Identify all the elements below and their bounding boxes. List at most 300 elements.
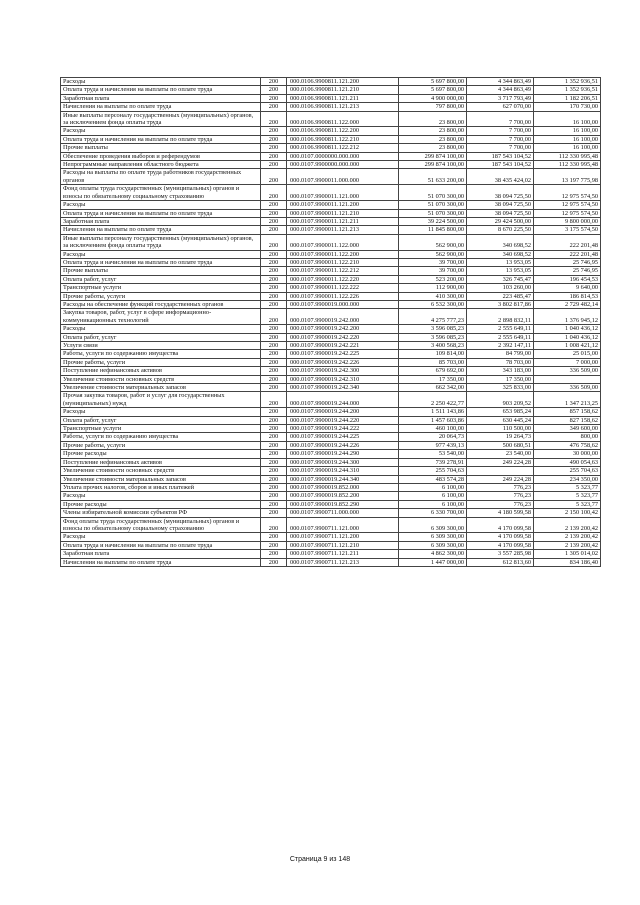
row-name: Фонд оплаты труда государственных (муниципальных) органов и взносы по обязательному социальному страхованию [61, 185, 261, 201]
row-executed: 2 555 649,11 [467, 325, 534, 333]
table-row [61, 550, 601, 558]
row-code: 200 [261, 458, 287, 466]
table-row [61, 325, 601, 333]
row-approved: 39 700,00 [399, 267, 467, 275]
row-approved: 3 400 568,23 [399, 342, 467, 350]
row-remaining: 1 040 436,12 [534, 325, 601, 333]
table-row [61, 375, 601, 383]
row-remaining: 186 814,53 [534, 292, 601, 300]
table-row [61, 533, 601, 541]
row-executed: 17 350,00 [467, 375, 534, 383]
row-name: Работы, услуги по содержанию имущества [61, 350, 261, 358]
row-executed: 653 985,24 [467, 408, 534, 416]
row-name: Начисления на выплаты по оплате труда [61, 558, 261, 566]
row-kbk: 000.0107.9900019.242.200 [287, 325, 399, 333]
row-approved: 20 064,73 [399, 433, 467, 441]
page-footer: Страница 9 из 148 [289, 856, 351, 863]
row-remaining: 2 139 200,42 [534, 541, 601, 549]
table-row [61, 292, 601, 300]
row-name: Прочие работы, услуги [61, 292, 261, 300]
row-approved: 23 800,00 [399, 111, 467, 127]
row-code: 200 [261, 500, 287, 508]
row-remaining: 336 509,00 [534, 367, 601, 375]
row-code: 200 [261, 416, 287, 424]
table-row [61, 492, 601, 500]
row-approved: 51 070 300,00 [399, 209, 467, 217]
table-row [61, 78, 601, 86]
table-row [61, 185, 601, 201]
row-remaining: 30 000,00 [534, 450, 601, 458]
row-code: 200 [261, 509, 287, 517]
row-approved: 6 309 300,00 [399, 533, 467, 541]
row-executed: 38 094 725,50 [467, 201, 534, 209]
row-approved: 797 800,00 [399, 103, 467, 111]
table-row [61, 408, 601, 416]
row-code: 200 [261, 467, 287, 475]
row-code: 200 [261, 300, 287, 308]
row-approved: 4 862 300,00 [399, 550, 467, 558]
row-code: 200 [261, 333, 287, 341]
row-code: 200 [261, 275, 287, 283]
row-name: Заработная плата [61, 217, 261, 225]
row-approved: 6 100,00 [399, 500, 467, 508]
table-row [61, 392, 601, 408]
row-code: 200 [261, 450, 287, 458]
row-kbk: 000.0107.9900019.242.226 [287, 358, 399, 366]
row-name: Заработная плата [61, 550, 261, 558]
row-kbk: 000.0106.9900811.122.000 [287, 111, 399, 127]
table-row [61, 234, 601, 250]
table-row [61, 217, 601, 225]
row-remaining: 13 197 775,98 [534, 169, 601, 185]
row-executed: 776,23 [467, 492, 534, 500]
row-remaining: 2 729 482,14 [534, 300, 601, 308]
row-executed: 38 435 424,02 [467, 169, 534, 185]
row-approved: 23 800,00 [399, 127, 467, 135]
row-name: Члены избирательной комиссии субъектов РФ [61, 509, 261, 517]
row-executed: 13 953,05 [467, 258, 534, 266]
row-approved: 39 224 500,00 [399, 217, 467, 225]
row-kbk: 000.0107.9900711.000.000 [287, 509, 399, 517]
row-approved: 51 070 300,00 [399, 201, 467, 209]
row-approved: 1 511 143,86 [399, 408, 467, 416]
table-row [61, 267, 601, 275]
row-remaining: 5 323,77 [534, 500, 601, 508]
row-code: 200 [261, 309, 287, 325]
row-approved: 562 900,00 [399, 234, 467, 250]
row-kbk: 000.0107.9900019.244.200 [287, 408, 399, 416]
row-approved: 662 342,00 [399, 384, 467, 392]
row-code: 200 [261, 425, 287, 433]
row-kbk: 000.0107.9900011.122.212 [287, 267, 399, 275]
row-executed: 29 424 500,00 [467, 217, 534, 225]
row-kbk: 000.0107.9900711.121.200 [287, 533, 399, 541]
row-code: 200 [261, 533, 287, 541]
row-remaining: 12 975 574,50 [534, 201, 601, 209]
row-name: Оплата труда и начисления на выплаты по оплате труда [61, 86, 261, 94]
table-row [61, 300, 601, 308]
row-kbk: 000.0107.9900019.242.000 [287, 309, 399, 325]
row-remaining: 1 376 945,12 [534, 309, 601, 325]
row-name: Расходы [61, 78, 261, 86]
row-code: 200 [261, 558, 287, 566]
row-kbk: 000.0107.9900011.122.000 [287, 234, 399, 250]
row-approved: 299 874 100,00 [399, 161, 467, 169]
row-name: Начисления на выплаты по оплате труда [61, 226, 261, 234]
row-name: Расходы [61, 533, 261, 541]
row-name: Расходы [61, 408, 261, 416]
table-row [61, 144, 601, 152]
row-approved: 1 457 603,86 [399, 416, 467, 424]
table-row [61, 509, 601, 517]
row-approved: 109 814,00 [399, 350, 467, 358]
row-executed: 7 700,00 [467, 144, 534, 152]
row-executed: 2 555 649,11 [467, 333, 534, 341]
row-code: 200 [261, 78, 287, 86]
row-approved: 5 697 800,00 [399, 86, 467, 94]
row-name: Работы, услуги по содержанию имущества [61, 433, 261, 441]
row-name: Поступление нефинансовых активов [61, 458, 261, 466]
table-row [61, 201, 601, 209]
row-executed: 249 224,28 [467, 475, 534, 483]
row-kbk: 000.0107.9900019.244.290 [287, 450, 399, 458]
row-executed: 500 680,51 [467, 441, 534, 449]
row-name: Оплата труда и начисления на выплаты по оплате труда [61, 541, 261, 549]
row-name: Уплата прочих налогов, сборов и иных платежей [61, 483, 261, 491]
row-name: Увеличение стоимости основных средств [61, 467, 261, 475]
row-name: Прочие выплаты [61, 267, 261, 275]
row-executed: 2 392 147,11 [467, 342, 534, 350]
row-kbk: 000.0106.9900811.122.212 [287, 144, 399, 152]
row-code: 200 [261, 367, 287, 375]
row-code: 200 [261, 475, 287, 483]
row-approved: 299 874 100,00 [399, 152, 467, 160]
table-row [61, 558, 601, 566]
row-remaining [534, 375, 601, 383]
row-executed: 78 703,00 [467, 358, 534, 366]
row-code: 200 [261, 169, 287, 185]
row-approved: 255 704,63 [399, 467, 467, 475]
row-code: 200 [261, 517, 287, 533]
row-name: Прочие расходы [61, 450, 261, 458]
table-row [61, 258, 601, 266]
row-remaining: 9 640,00 [534, 284, 601, 292]
row-remaining: 16 100,00 [534, 127, 601, 135]
row-remaining: 25 015,00 [534, 350, 601, 358]
row-kbk: 000.0107.9900019.852.200 [287, 492, 399, 500]
table-row [61, 458, 601, 466]
row-remaining: 3 175 574,50 [534, 226, 601, 234]
row-remaining: 196 454,53 [534, 275, 601, 283]
row-code: 200 [261, 226, 287, 234]
row-remaining: 2 139 200,42 [534, 533, 601, 541]
row-name: Оплата труда и начисления на выплаты по оплате труда [61, 135, 261, 143]
row-kbk: 000.0107.9900000.000.000 [287, 161, 399, 169]
row-approved: 39 700,00 [399, 258, 467, 266]
table-row [61, 309, 601, 325]
row-name: Закупка товаров, работ, услуг в сфере информационно-коммуникационных технологий [61, 309, 261, 325]
row-remaining: 1 008 421,12 [534, 342, 601, 350]
table-row [61, 169, 601, 185]
row-executed: 223 485,47 [467, 292, 534, 300]
row-kbk: 000.0107.9900019.244.222 [287, 425, 399, 433]
row-kbk: 000.0107.9900011.121.200 [287, 201, 399, 209]
row-name: Прочие выплаты [61, 144, 261, 152]
row-approved: 2 250 422,77 [399, 392, 467, 408]
row-remaining: 255 704,63 [534, 467, 601, 475]
table-row [61, 94, 601, 102]
row-kbk: 000.0107.9900011.122.226 [287, 292, 399, 300]
row-executed: 343 183,00 [467, 367, 534, 375]
row-code: 200 [261, 408, 287, 416]
row-code: 200 [261, 234, 287, 250]
row-remaining: 1 352 936,51 [534, 78, 601, 86]
row-code: 200 [261, 94, 287, 102]
budget-execution-table [60, 77, 601, 567]
row-approved: 4 900 000,00 [399, 94, 467, 102]
row-executed: 7 700,00 [467, 135, 534, 143]
row-approved: 5 697 800,00 [399, 78, 467, 86]
row-remaining: 5 323,77 [534, 483, 601, 491]
row-kbk: 000.0107.9900019.244.340 [287, 475, 399, 483]
table-row [61, 333, 601, 341]
row-code: 200 [261, 342, 287, 350]
row-name: Прочие работы, услуги [61, 441, 261, 449]
row-code: 200 [261, 292, 287, 300]
table-row [61, 350, 601, 358]
row-kbk: 000.0107.9900011.121.211 [287, 217, 399, 225]
row-executed: 627 070,00 [467, 103, 534, 111]
row-kbk: 000.0107.9900019.242.225 [287, 350, 399, 358]
row-executed: 776,23 [467, 500, 534, 508]
row-executed: 4 344 863,49 [467, 78, 534, 86]
row-kbk: 000.0107.9900019.852.000 [287, 483, 399, 491]
row-approved: 53 540,00 [399, 450, 467, 458]
row-kbk: 000.0106.9900811.121.211 [287, 94, 399, 102]
row-code: 200 [261, 201, 287, 209]
row-name: Заработная плата [61, 94, 261, 102]
table-row [61, 541, 601, 549]
row-code: 200 [261, 433, 287, 441]
row-approved: 6 330 700,00 [399, 509, 467, 517]
table-row [61, 152, 601, 160]
row-approved: 6 532 300,00 [399, 300, 467, 308]
row-name: Оплата работ, услуг [61, 333, 261, 341]
row-code: 200 [261, 185, 287, 201]
row-approved: 51 633 200,00 [399, 169, 467, 185]
table-row [61, 250, 601, 258]
table-row [61, 441, 601, 449]
row-code: 200 [261, 152, 287, 160]
row-remaining: 25 746,95 [534, 258, 601, 266]
row-executed: 7 700,00 [467, 127, 534, 135]
row-remaining: 800,00 [534, 433, 601, 441]
row-remaining: 16 100,00 [534, 111, 601, 127]
row-approved: 410 300,00 [399, 292, 467, 300]
row-approved: 3 596 085,23 [399, 325, 467, 333]
row-executed [467, 467, 534, 475]
row-name: Прочие работы, услуги [61, 358, 261, 366]
row-code: 200 [261, 267, 287, 275]
row-name: Расходы [61, 492, 261, 500]
row-kbk: 000.0107.9900019.242.221 [287, 342, 399, 350]
row-executed: 3 717 793,49 [467, 94, 534, 102]
row-remaining: 16 100,00 [534, 144, 601, 152]
row-executed: 4 170 099,58 [467, 517, 534, 533]
row-approved: 739 278,91 [399, 458, 467, 466]
row-kbk: 000.0107.9900019.244.000 [287, 392, 399, 408]
row-remaining: 112 330 995,48 [534, 152, 601, 160]
table-row [61, 384, 601, 392]
row-kbk: 000.0107.9900011.122.200 [287, 250, 399, 258]
table-row [61, 161, 601, 169]
row-approved: 6 100,00 [399, 483, 467, 491]
row-executed: 903 209,52 [467, 392, 534, 408]
row-code: 200 [261, 541, 287, 549]
row-name: Иные выплаты персоналу государственных (муниципальных) органов, за исключением фонда оплаты труда [61, 111, 261, 127]
table-row [61, 111, 601, 127]
row-name: Оплата работ, услуг [61, 416, 261, 424]
row-code: 200 [261, 375, 287, 383]
row-code: 200 [261, 441, 287, 449]
row-kbk: 000.0107.9900019.242.310 [287, 375, 399, 383]
row-remaining: 5 323,77 [534, 492, 601, 500]
row-executed: 7 700,00 [467, 111, 534, 127]
row-remaining: 857 158,62 [534, 408, 601, 416]
row-remaining: 1 305 014,02 [534, 550, 601, 558]
row-remaining: 476 758,62 [534, 441, 601, 449]
row-name: Обеспечение проведения выборов и референдумов [61, 152, 261, 160]
table-row [61, 367, 601, 375]
row-name: Поступление нефинансовых активов [61, 367, 261, 375]
row-code: 200 [261, 144, 287, 152]
row-kbk: 000.0107.9900019.242.300 [287, 367, 399, 375]
row-name: Увеличение стоимости основных средств [61, 375, 261, 383]
row-name: Расходы [61, 201, 261, 209]
row-remaining: 222 201,48 [534, 234, 601, 250]
row-kbk: 000.0107.9900019.000.000 [287, 300, 399, 308]
row-remaining: 12 975 574,50 [534, 185, 601, 201]
row-remaining: 490 054,63 [534, 458, 601, 466]
row-kbk: 000.0106.9900811.121.200 [287, 78, 399, 86]
row-code: 200 [261, 350, 287, 358]
row-executed: 612 813,60 [467, 558, 534, 566]
row-executed: 4 170 099,58 [467, 541, 534, 549]
table-row [61, 425, 601, 433]
table-row [61, 416, 601, 424]
row-code: 200 [261, 209, 287, 217]
row-code: 200 [261, 103, 287, 111]
row-code: 200 [261, 384, 287, 392]
table-row [61, 86, 601, 94]
row-name: Увеличение стоимости материальных запасов [61, 475, 261, 483]
row-executed: 4 344 863,49 [467, 86, 534, 94]
row-name: Непрограммные направления областного бюджета [61, 161, 261, 169]
row-remaining: 170 730,00 [534, 103, 601, 111]
row-kbk: 000.0107.9900711.121.213 [287, 558, 399, 566]
table-row [61, 342, 601, 350]
row-kbk: 000.0106.9900811.122.210 [287, 135, 399, 143]
row-approved: 6 309 300,00 [399, 541, 467, 549]
row-name: Расходы [61, 250, 261, 258]
row-name: Расходы [61, 325, 261, 333]
table-row [61, 209, 601, 217]
row-code: 200 [261, 111, 287, 127]
row-executed: 187 543 104,52 [467, 161, 534, 169]
row-approved: 51 070 300,00 [399, 185, 467, 201]
row-executed: 38 094 725,50 [467, 209, 534, 217]
row-remaining: 25 746,95 [534, 267, 601, 275]
row-remaining: 2 150 100,42 [534, 509, 601, 517]
row-approved: 85 703,00 [399, 358, 467, 366]
row-kbk: 000.0107.9900011.121.210 [287, 209, 399, 217]
row-kbk: 000.0107.9900011.122.210 [287, 258, 399, 266]
row-executed: 325 833,00 [467, 384, 534, 392]
row-remaining: 349 600,00 [534, 425, 601, 433]
row-code: 200 [261, 358, 287, 366]
row-kbk: 000.0107.9900019.244.225 [287, 433, 399, 441]
row-approved: 460 100,00 [399, 425, 467, 433]
row-executed: 2 898 832,11 [467, 309, 534, 325]
row-approved: 112 900,00 [399, 284, 467, 292]
row-name: Транспортные услуги [61, 284, 261, 292]
table-row [61, 483, 601, 491]
row-remaining: 336 509,00 [534, 384, 601, 392]
row-approved: 3 596 085,23 [399, 333, 467, 341]
row-executed: 4 180 599,58 [467, 509, 534, 517]
row-approved: 523 200,00 [399, 275, 467, 283]
table-row [61, 226, 601, 234]
row-executed: 38 094 725,50 [467, 185, 534, 201]
table-row [61, 433, 601, 441]
row-executed: 3 557 285,98 [467, 550, 534, 558]
row-kbk: 000.0106.9900811.122.200 [287, 127, 399, 135]
row-kbk: 000.0107.0000000.000.000 [287, 152, 399, 160]
row-code: 200 [261, 86, 287, 94]
row-remaining: 1 352 936,51 [534, 86, 601, 94]
table-row [61, 135, 601, 143]
row-kbk: 000.0107.9900011.000.000 [287, 169, 399, 185]
row-executed: 187 543 104,52 [467, 152, 534, 160]
row-approved: 11 845 800,00 [399, 226, 467, 234]
row-remaining: 9 800 000,00 [534, 217, 601, 225]
row-executed: 4 170 099,58 [467, 533, 534, 541]
row-remaining: 834 186,40 [534, 558, 601, 566]
row-code: 200 [261, 250, 287, 258]
row-code: 200 [261, 492, 287, 500]
row-code: 200 [261, 550, 287, 558]
row-code: 200 [261, 392, 287, 408]
row-kbk: 000.0106.9900811.121.210 [287, 86, 399, 94]
row-name: Услуги связи [61, 342, 261, 350]
row-kbk: 000.0107.9900019.244.226 [287, 441, 399, 449]
row-remaining: 7 000,00 [534, 358, 601, 366]
row-remaining: 1 040 436,12 [534, 333, 601, 341]
table-row [61, 450, 601, 458]
row-name: Увеличение стоимости материальных запасов [61, 384, 261, 392]
row-executed: 13 953,05 [467, 267, 534, 275]
table-row [61, 475, 601, 483]
row-approved: 1 447 000,00 [399, 558, 467, 566]
row-code: 200 [261, 258, 287, 266]
row-approved: 562 900,00 [399, 250, 467, 258]
row-executed: 249 224,28 [467, 458, 534, 466]
row-code: 200 [261, 284, 287, 292]
table-row [61, 127, 601, 135]
row-code: 200 [261, 217, 287, 225]
row-kbk: 000.0107.9900711.121.211 [287, 550, 399, 558]
row-name: Прочая закупка товаров, работ и услуг для государственных (муниципальных) нужд [61, 392, 261, 408]
